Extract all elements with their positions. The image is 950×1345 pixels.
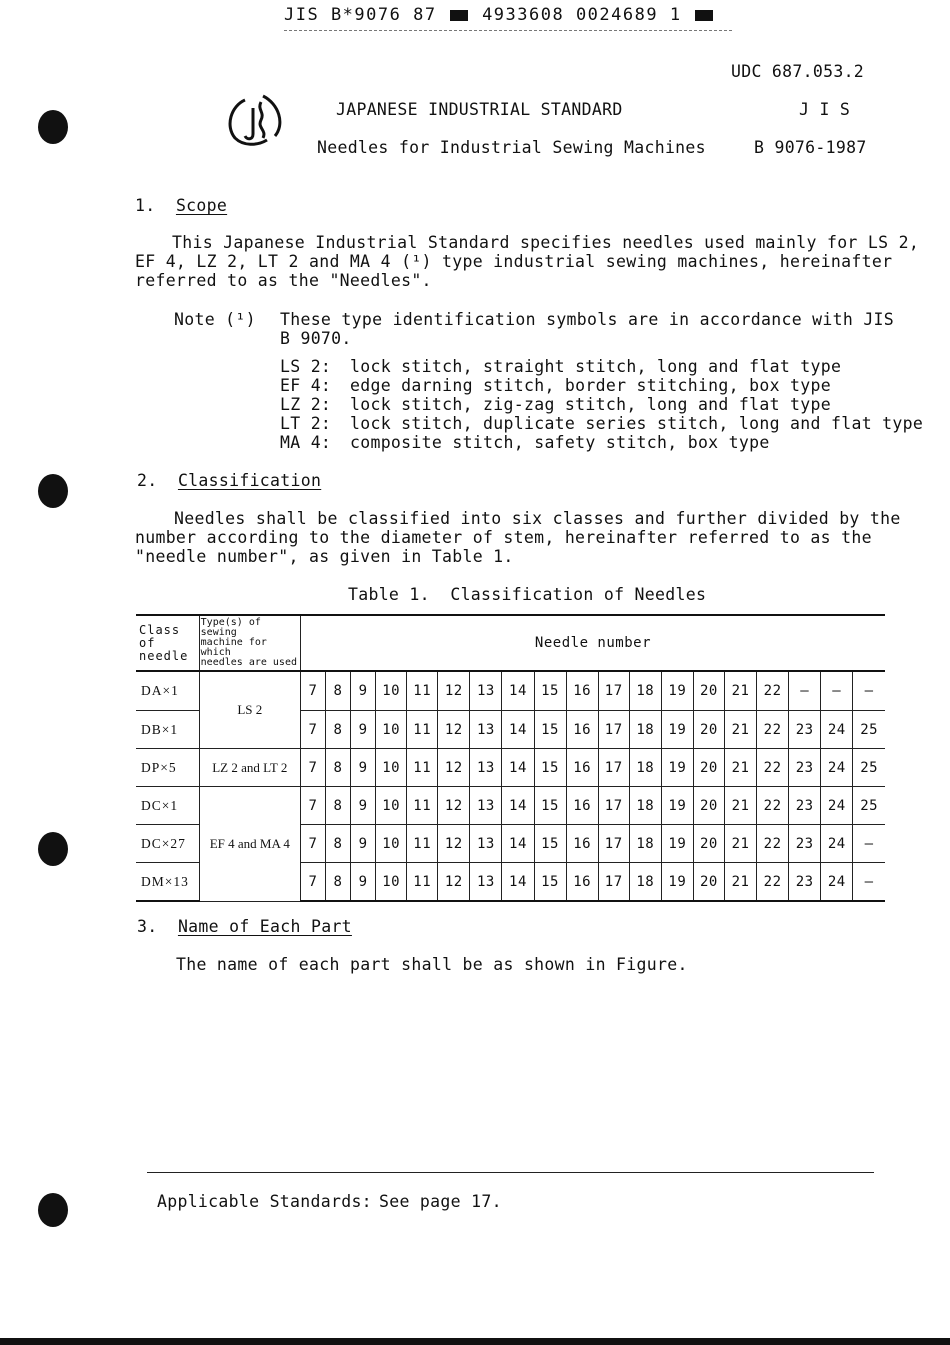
needle-number-cell: 22 xyxy=(757,711,789,749)
type-code: EF 4: xyxy=(280,376,332,395)
needle-number-cell: 9 xyxy=(351,863,376,902)
needle-number-cell: 11 xyxy=(407,863,438,902)
machine-type-cell: LS 2 xyxy=(199,671,300,749)
needle-number-cell: 23 xyxy=(789,825,821,863)
note-label: Note (¹) xyxy=(174,310,256,329)
header-text: machine for which xyxy=(200,637,267,658)
section-2-heading xyxy=(137,471,321,490)
punch-hole xyxy=(38,1193,68,1227)
needle-number-cell: 12 xyxy=(438,711,470,749)
needle-number-cell: 12 xyxy=(438,671,470,711)
needle-number-cell: 7 xyxy=(300,825,325,863)
needle-number-cell: 19 xyxy=(661,671,693,711)
needle-number-cell: 19 xyxy=(661,749,693,787)
needle-number-cell: 16 xyxy=(566,863,598,902)
needle-number-cell: 23 xyxy=(789,749,821,787)
needle-number-cell: 19 xyxy=(661,711,693,749)
header-text: needles are used xyxy=(200,657,297,668)
type-desc: lock stitch, zig-zag stitch, long and flat type xyxy=(350,395,831,414)
section-title: Name of Each Part xyxy=(177,917,352,936)
needle-number-cell: 14 xyxy=(502,825,534,863)
needle-number-cell: 23 xyxy=(789,863,821,902)
needle-class-cell: DB×1 xyxy=(136,711,199,749)
needle-number-cell: 9 xyxy=(351,711,376,749)
needle-number-cell: 20 xyxy=(693,711,724,749)
needle-number-cell: 18 xyxy=(629,711,661,749)
needle-number-cell: 16 xyxy=(566,787,598,825)
needle-number-cell: 8 xyxy=(325,711,350,749)
needle-classification-table xyxy=(136,614,885,902)
needle-number-cell: 24 xyxy=(821,863,853,902)
needle-number-cell: 7 xyxy=(300,711,325,749)
needle-number-cell: 7 xyxy=(300,863,325,902)
needle-class-cell: DP×5 xyxy=(136,749,199,787)
needle-number-cell: 15 xyxy=(534,787,566,825)
needle-number-cell: 10 xyxy=(376,711,407,749)
needle-number-cell: – xyxy=(853,671,885,711)
needle-number-cell: 13 xyxy=(470,749,502,787)
header-text: needle xyxy=(139,648,189,663)
needle-number-cell: 24 xyxy=(821,749,853,787)
needle-number-cell: 17 xyxy=(598,863,629,902)
needle-number-cell: 22 xyxy=(757,787,789,825)
section-1-heading xyxy=(135,196,227,215)
needle-number-cell: 21 xyxy=(724,863,756,902)
type-code: LZ 2: xyxy=(280,395,332,414)
punch-hole xyxy=(38,832,68,866)
needle-number-cell: 14 xyxy=(502,711,534,749)
header-needle-number: Needle number xyxy=(300,615,885,671)
needle-number-cell: 15 xyxy=(534,863,566,902)
needle-number-cell: 11 xyxy=(407,749,438,787)
section-number: 2. xyxy=(137,471,158,490)
section-title: Scope xyxy=(175,196,228,215)
punch-hole xyxy=(38,110,68,144)
needle-class-cell: DC×1 xyxy=(136,787,199,825)
needle-number-cell: 10 xyxy=(376,787,407,825)
udc-number: UDC 687.053.2 xyxy=(731,62,865,81)
needle-number-cell: 23 xyxy=(789,787,821,825)
needle-number-cell: 15 xyxy=(534,825,566,863)
note-line-2: B 9070. xyxy=(280,329,352,348)
bottom-edge xyxy=(0,1338,950,1345)
machine-type-cell: LZ 2 and LT 2 xyxy=(199,749,300,787)
needle-number-cell: 14 xyxy=(502,749,534,787)
needle-number-cell: 12 xyxy=(438,749,470,787)
needle-number-cell: 12 xyxy=(438,825,470,863)
needle-number-cell: 22 xyxy=(757,825,789,863)
type-desc: lock stitch, straight stitch, long and flat type xyxy=(350,357,842,376)
machine-type-cell: EF 4 and MA 4 xyxy=(199,787,300,902)
header-text: Type(s) of sewing xyxy=(200,617,261,638)
header-code-prefix: JIS B*9076 87 xyxy=(284,5,437,25)
section-number: 1. xyxy=(135,196,156,215)
needle-number-cell: 9 xyxy=(351,749,376,787)
scope-line-3: referred to as the "Needles". xyxy=(135,271,432,290)
needle-number-cell: 20 xyxy=(693,749,724,787)
needle-number-cell: 25 xyxy=(853,749,885,787)
needle-number-cell: 17 xyxy=(598,825,629,863)
table-header-row xyxy=(136,615,885,671)
needle-number-cell: 7 xyxy=(300,671,325,711)
needle-number-cell: 17 xyxy=(598,787,629,825)
needle-number-cell: 7 xyxy=(300,787,325,825)
needle-number-cell: 13 xyxy=(470,825,502,863)
needle-number-cell: 18 xyxy=(629,825,661,863)
needle-number-cell: 15 xyxy=(534,711,566,749)
footer-text: See page 17. xyxy=(379,1192,502,1211)
black-bar xyxy=(450,10,468,21)
needle-number-cell: 18 xyxy=(629,787,661,825)
jis-logo xyxy=(223,90,287,158)
needle-class-cell: DC×27 xyxy=(136,825,199,863)
section-3-heading xyxy=(137,917,352,936)
needle-number-cell: 9 xyxy=(351,671,376,711)
header-class-of-needle xyxy=(136,615,199,671)
table-row xyxy=(136,787,885,825)
jis-label: J I S xyxy=(799,100,851,119)
needle-number-cell: 13 xyxy=(470,787,502,825)
needle-number-cell: 17 xyxy=(598,749,629,787)
type-desc: lock stitch, duplicate series stitch, long and flat type xyxy=(350,414,924,433)
footer-label: Applicable Standards: xyxy=(157,1192,372,1211)
needle-number-cell: 20 xyxy=(693,825,724,863)
needle-number-cell: 16 xyxy=(566,825,598,863)
needle-number-cell: 10 xyxy=(376,749,407,787)
punch-hole xyxy=(38,474,68,508)
black-bar xyxy=(695,10,713,21)
needle-number-cell: 20 xyxy=(693,863,724,902)
header-code-mid: 4933608 0024689 1 xyxy=(482,5,682,25)
needle-number-cell: 11 xyxy=(407,787,438,825)
needle-number-cell: 16 xyxy=(566,711,598,749)
needle-number-cell: 24 xyxy=(821,825,853,863)
type-desc: edge darning stitch, border stitching, box type xyxy=(350,376,831,395)
needle-number-cell: – xyxy=(789,671,821,711)
needle-number-cell: 14 xyxy=(502,863,534,902)
needle-number-cell: – xyxy=(821,671,853,711)
needle-number-cell: 21 xyxy=(724,825,756,863)
needle-number-cell: 16 xyxy=(566,749,598,787)
section-3-text: The name of each part shall be as shown in Figure. xyxy=(176,955,688,974)
table-row xyxy=(136,671,885,711)
needle-number-cell: 25 xyxy=(853,711,885,749)
needle-number-cell: 10 xyxy=(376,863,407,902)
needle-number-cell: 7 xyxy=(300,749,325,787)
needle-number-cell: 21 xyxy=(724,711,756,749)
needle-number-cell: 11 xyxy=(407,711,438,749)
needle-number-cell: 9 xyxy=(351,825,376,863)
table-caption: Table 1. Classification of Needles xyxy=(348,585,707,604)
needle-number-cell: 8 xyxy=(325,787,350,825)
header-machine-type xyxy=(199,615,300,671)
needle-number-cell: 18 xyxy=(629,863,661,902)
needle-number-cell: 8 xyxy=(325,863,350,902)
standard-number: B 9076-1987 xyxy=(754,138,867,157)
needle-number-cell: 20 xyxy=(693,671,724,711)
type-desc: composite stitch, safety stitch, box type xyxy=(350,433,770,452)
needle-number-cell: 19 xyxy=(661,787,693,825)
needle-number-cell: 19 xyxy=(661,863,693,902)
classification-line-1: Needles shall be classified into six classes and further divided by the xyxy=(174,509,901,528)
needle-number-cell: 22 xyxy=(757,863,789,902)
section-title: Classification xyxy=(177,471,322,490)
needle-number-cell: 13 xyxy=(470,671,502,711)
needle-number-cell: 10 xyxy=(376,671,407,711)
needle-number-cell: 15 xyxy=(534,749,566,787)
needle-number-cell: 12 xyxy=(438,787,470,825)
scope-line-2: EF 4, LZ 2, LT 2 and MA 4 (¹) type industrial sewing machines, hereinafter xyxy=(135,252,893,271)
needle-number-cell: 15 xyxy=(534,671,566,711)
document-subtitle: Needles for Industrial Sewing Machines xyxy=(317,138,706,157)
needle-number-cell: 8 xyxy=(325,749,350,787)
needle-number-cell: 21 xyxy=(724,749,756,787)
classification-line-3: "needle number", as given in Table 1. xyxy=(135,547,514,566)
type-code: MA 4: xyxy=(280,433,332,452)
needle-number-cell: 14 xyxy=(502,787,534,825)
type-code: LS 2: xyxy=(280,357,332,376)
needle-number-cell: 11 xyxy=(407,825,438,863)
needle-number-cell: 9 xyxy=(351,787,376,825)
needle-number-cell: 21 xyxy=(724,671,756,711)
classification-line-2: number according to the diameter of stem, hereinafter referred to as the xyxy=(135,528,872,547)
needle-number-cell: 17 xyxy=(598,671,629,711)
needle-number-cell: 21 xyxy=(724,787,756,825)
needle-number-cell: 20 xyxy=(693,787,724,825)
needle-number-cell: 8 xyxy=(325,671,350,711)
scope-line-1: This Japanese Industrial Standard specifies needles used mainly for LS 2, xyxy=(172,233,920,252)
table-row xyxy=(136,749,885,787)
needle-number-cell: 14 xyxy=(502,671,534,711)
needle-class-cell: DA×1 xyxy=(136,671,199,711)
note-line-1: These type identification symbols are in accordance with JIS xyxy=(280,310,895,329)
needle-number-cell: 23 xyxy=(789,711,821,749)
needle-number-cell: – xyxy=(853,825,885,863)
needle-number-cell: 13 xyxy=(470,863,502,902)
needle-number-cell: 11 xyxy=(407,671,438,711)
needle-number-cell: 22 xyxy=(757,749,789,787)
header-code-line xyxy=(284,5,715,25)
needle-number-cell: 24 xyxy=(821,711,853,749)
needle-number-cell: 24 xyxy=(821,787,853,825)
needle-number-cell: 12 xyxy=(438,863,470,902)
footer-rule xyxy=(147,1172,874,1173)
needle-number-cell: – xyxy=(853,863,885,902)
standard-title: JAPANESE INDUSTRIAL STANDARD xyxy=(336,100,623,119)
needle-number-cell: 10 xyxy=(376,825,407,863)
needle-number-cell: 18 xyxy=(629,749,661,787)
needle-number-cell: 25 xyxy=(853,787,885,825)
needle-number-cell: 13 xyxy=(470,711,502,749)
type-code: LT 2: xyxy=(280,414,332,433)
needle-number-cell: 17 xyxy=(598,711,629,749)
needle-number-cell: 16 xyxy=(566,671,598,711)
needle-number-cell: 19 xyxy=(661,825,693,863)
needle-class-cell: DM×13 xyxy=(136,863,199,902)
needle-number-cell: 18 xyxy=(629,671,661,711)
header-rule xyxy=(284,30,732,31)
header-text: Class of xyxy=(139,622,181,650)
needle-number-cell: 8 xyxy=(325,825,350,863)
section-number: 3. xyxy=(137,917,158,936)
needle-number-cell: 22 xyxy=(757,671,789,711)
